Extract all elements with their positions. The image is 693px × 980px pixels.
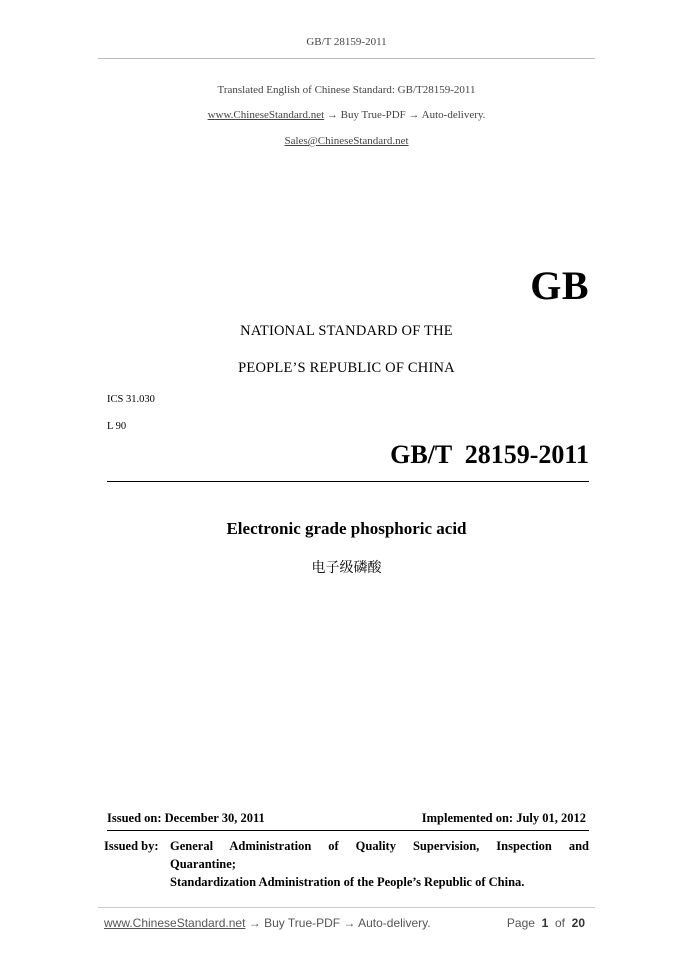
website-link[interactable]: www.ChineseStandard.net — [207, 109, 325, 121]
footer-divider — [98, 907, 595, 908]
page-counter — [507, 916, 585, 930]
document-title-english: Electronic grade phosphoric acid — [226, 519, 467, 538]
standard-number: GB/T 28159-2011 — [390, 440, 589, 469]
purchase-notice — [0, 109, 693, 121]
ccs-code: L 90 — [107, 421, 127, 432]
ics-code: ICS 31.030 — [107, 394, 155, 405]
page-total: 20 — [571, 916, 585, 930]
issuer-label: Issued by: — [104, 839, 159, 853]
page-of-label: of — [554, 916, 565, 930]
issuer-line-1: General Administration of Quality Supervision, Inspection and — [170, 839, 589, 853]
page-current: 1 — [541, 916, 549, 930]
gb-mark: GB — [530, 263, 589, 308]
dates-rule — [107, 830, 589, 831]
translation-notice: Translated English of Chinese Standard: GB/T28159-2011 — [217, 84, 476, 96]
footer-notice — [104, 916, 431, 930]
issuer-line-3: Standardization Administration of the People’s Republic of China. — [170, 875, 525, 889]
issued-on-date: Issued on: December 30, 2011 — [107, 811, 265, 825]
national-standard-line: NATIONAL STANDARD OF THE — [240, 323, 453, 339]
country-line: PEOPLE’S REPUBLIC OF CHINA — [238, 360, 455, 376]
header-divider — [98, 58, 595, 59]
page-label: Page — [506, 916, 535, 930]
sales-email-link[interactable]: Sales@ChineseStandard.net — [284, 135, 409, 147]
footer-website-link[interactable]: www.ChineseStandard.net — [104, 916, 246, 930]
issuer-line-2: Quarantine; — [170, 857, 236, 871]
running-header-code: GB/T 28159-2011 — [306, 36, 387, 48]
implemented-on-date: Implemented on: July 01, 2012 — [421, 811, 586, 825]
purchase-notice-text: → Buy True-PDF → Auto-delivery. — [324, 109, 486, 121]
sales-contact — [0, 135, 693, 147]
footer-notice-text: → Buy True-PDF → Auto-delivery. — [245, 916, 431, 930]
standard-number-rule — [107, 481, 589, 482]
document-title-chinese: 电子级磷酸 — [311, 560, 382, 576]
